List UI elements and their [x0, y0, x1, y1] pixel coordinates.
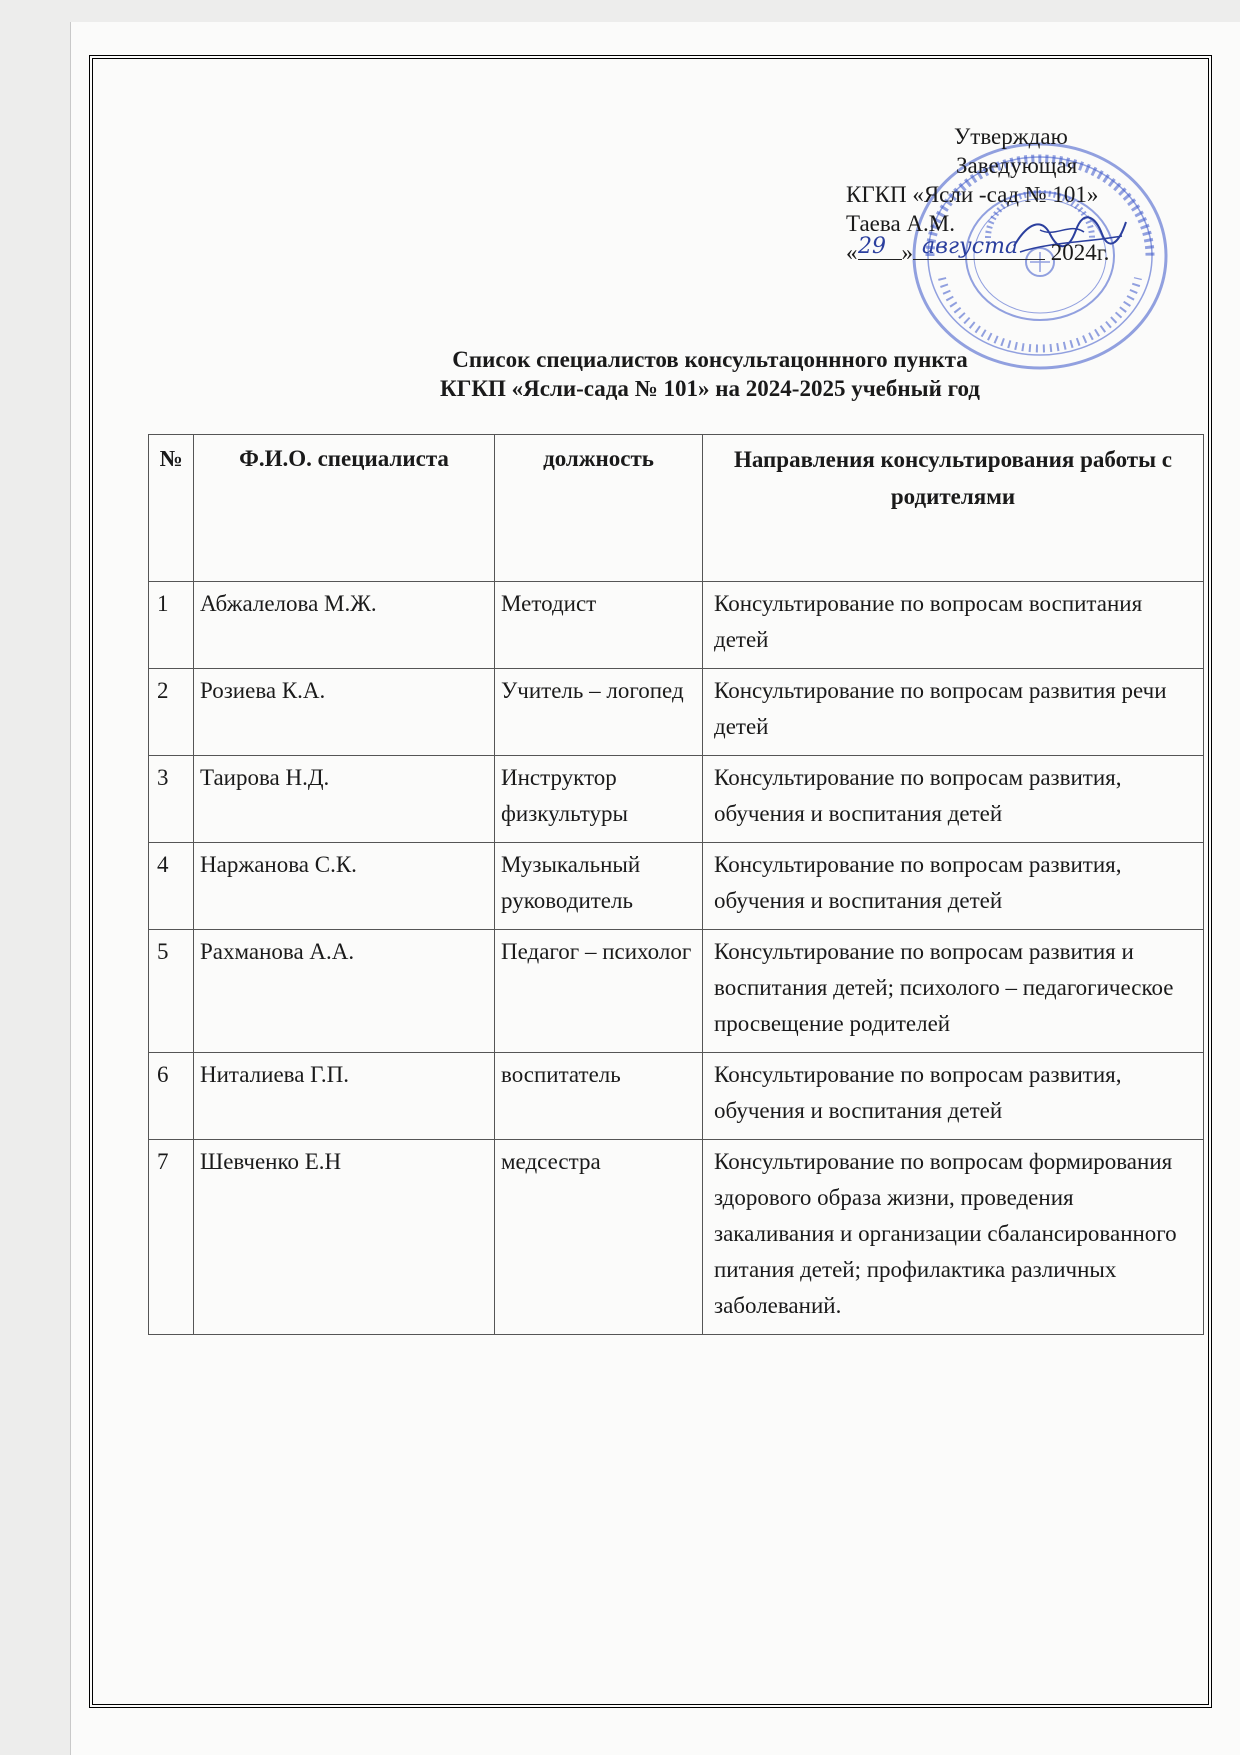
approval-line-approve: Утверждаю — [954, 124, 1068, 149]
row-number: 5 — [149, 930, 194, 1053]
header-direction: Направления консультирования работы с родителями — [703, 435, 1204, 582]
title-line-2: КГКП «Ясли-сада № 101» на 2024-2025 учебный год — [440, 376, 980, 401]
row-number: 1 — [149, 582, 194, 669]
title-line-1: Список специалистов консультацоннного пункта — [452, 347, 968, 372]
date-open-quote: « — [846, 240, 858, 265]
approval-block — [846, 122, 1176, 267]
row-position: Учитель – логопед — [495, 669, 703, 756]
row-number: 2 — [149, 669, 194, 756]
header-name: Ф.И.О. специалиста — [194, 435, 495, 582]
approval-line-head: Заведующая — [956, 153, 1078, 178]
table-row — [149, 930, 1204, 1053]
row-direction: Консультирование по вопросам формирования здорового образа жизни, проведения закаливания и организации сбалансированного питания детей; профилактика различных заболеваний. — [703, 1140, 1204, 1335]
table-row — [149, 843, 1204, 930]
row-direction: Консультирование по вопросам развития, обучения и воспитания детей — [703, 1053, 1204, 1140]
date-day-handwritten: 29 — [858, 234, 886, 259]
row-name: Розиева К.А. — [194, 669, 495, 756]
row-position: Педагог – психолог — [495, 930, 703, 1053]
row-name: Рахманова А.А. — [194, 930, 495, 1053]
row-number: 6 — [149, 1053, 194, 1140]
row-direction: Консультирование по вопросам развития и воспитания детей; психолого – педагогическое просвещение родителей — [703, 930, 1204, 1053]
row-position: воспитатель — [495, 1053, 703, 1140]
date-year: 2024г. — [1050, 240, 1110, 265]
row-position: Методист — [495, 582, 703, 669]
row-number: 7 — [149, 1140, 194, 1335]
row-name: Наржанова С.К. — [194, 843, 495, 930]
row-name: Ниталиева Г.П. — [194, 1053, 495, 1140]
row-direction: Консультирование по вопросам воспитания детей — [703, 582, 1204, 669]
document-title — [300, 345, 1120, 403]
row-number: 4 — [149, 843, 194, 930]
row-direction: Консультирование по вопросам развития, обучения и воспитания детей — [703, 756, 1204, 843]
row-number: 3 — [149, 756, 194, 843]
row-name: Шевченко Е.Н — [194, 1140, 495, 1335]
specialists-table — [148, 434, 1204, 1335]
row-position: Инструктор физкультуры — [495, 756, 703, 843]
row-position: Музыкальный руководитель — [495, 843, 703, 930]
row-name: Абжалелова М.Ж. — [194, 582, 495, 669]
table-row — [149, 669, 1204, 756]
table-row — [149, 582, 1204, 669]
approval-line-org: КГКП «Ясли -сад № 101» — [846, 182, 1099, 207]
row-position: медсестра — [495, 1140, 703, 1335]
date-close-quote: » — [901, 240, 913, 265]
table-row — [149, 1053, 1204, 1140]
date-month-handwritten: августа — [922, 234, 1019, 259]
row-direction: Консультирование по вопросам развития, обучения и воспитания детей — [703, 843, 1204, 930]
approval-date — [846, 234, 1176, 267]
header-position: должность — [495, 435, 703, 582]
row-name: Таирова Н.Д. — [194, 756, 495, 843]
table-row — [149, 756, 1204, 843]
table-header-row — [149, 435, 1204, 582]
approval-line-name: Таева А.М. — [846, 211, 955, 236]
header-number: № — [149, 435, 194, 582]
row-direction: Консультирование по вопросам развития речи детей — [703, 669, 1204, 756]
table-row — [149, 1140, 1204, 1335]
